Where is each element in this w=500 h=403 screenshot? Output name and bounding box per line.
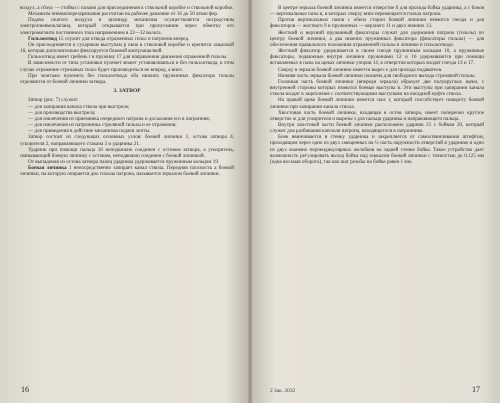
paragraph bbox=[20, 73, 234, 85]
paragraph bbox=[20, 17, 234, 35]
paragraph-text: В центре зеркала боевой личинки имеется отверстие б для прохода бойка ударника, а с боков — вертикальные пазы в, в которых сверху вниз перемещается гильза патрона. bbox=[270, 5, 484, 18]
paragraph-text: Нижняя часть зеркала боевой личинки скошена для свободного выхода стреляной гильзы. bbox=[278, 72, 476, 79]
paragraph-text: — для запирания канала ствола при выстреле; bbox=[28, 103, 130, 110]
paragraph-text: На правой щеке боевой личинки имеется скос г, который способствует повороту боевой личинки при запирании канала ствола. bbox=[270, 97, 484, 110]
paragraph-text: Внутри хвостовой части боевой личинки расположено ударник 21 с бойком 20, который служит для разбивания капсюля патрона, находящегося в патроннике. bbox=[270, 121, 484, 135]
paragraph bbox=[270, 17, 484, 29]
paragraph-text: Он присоединяется к сухарным выступам p окна в стволовой коробке и крепится защелкой 16, которая дополнительно фиксируется боковой контрзащелкой. bbox=[20, 41, 234, 55]
paragraph bbox=[270, 48, 484, 66]
paragraph-text: Жесткий фиксатор удерживается в своем гнезде пружинным кольцом 10, а пружинные фиксаторы, подвижные внутри личинки пружинами 12 и 16 удерживаются при помощи вставляемых в пазы на щеках личинки упоров 14, в отверстия которых входят гнезда 13 и 17. bbox=[270, 48, 484, 67]
paragraph-text: Механизм пневмоперезаряжания рассчитан на рабочее давление от 16 до 50 атмосфер. bbox=[28, 11, 219, 18]
section-heading: 3. ЗАТВОР bbox=[113, 88, 141, 95]
left-page-text bbox=[20, 5, 234, 177]
paragraph-text: — для извлечения из приемника очередного патрона и досылания его в патронник; bbox=[28, 115, 211, 122]
right-page-text bbox=[270, 5, 484, 165]
right-page-number: 17 bbox=[472, 385, 480, 394]
paragraph-text: Боек ввинчивается в стенку ударника и закрепляется от самоотвинчивания штифтом, проходящим через одно из двух смещенных на ¼ часть окружности отверстий в ударнике и одно из двух взаимно перпендикулярных желобков на задней стенке бойка. Такое устройство дает возможность регулировать выход бойка над зеркалом боевой личинки с точностью до 0,125 мм (одна восьмая оборота), так как шаг резьбы на бойке равен 1 мм. bbox=[270, 134, 484, 165]
paragraph bbox=[270, 97, 484, 109]
paragraph-text: Жесткий и верхний пружинный фиксаторы служат для удержания патрона (гильзы) по центру боевой личинки, а два нижних пружинных фиксатора (фиксаторы гильзы) — для обеспечения правильного положения отраженной гильзы в личинке и гильзоотводе. bbox=[270, 29, 484, 48]
left-page bbox=[4, 0, 244, 403]
paragraph-text: Подача сжатого воздуха в цилиндр механизма осуществляется посредством электропневмоклапана, который открывается при пропускании через обмотку его электромагнита постоянного тока напряжением в 22—32 вольта. bbox=[20, 17, 234, 36]
paragraph-text: Затвор состоит из следующих основных узлов: боевой личинки 1, остова затвора 4, ускорителя 2, направляющего стакана 3 и ударника 21. bbox=[20, 134, 234, 147]
paragraph-text: Ударник при помощи пальца 18 неподвижно соединен с остовом затвора, а ускоритель, связывающий боевую личинку с остовом, неподвижно соединен с боевой личинкой. bbox=[20, 146, 234, 159]
paragraph-text: 1 непосредственно запирает канал ствола. Передняя плоскость a боевой личинки, на которую опирается дно гильзы патрона, называется зеркалом боевой личинки. bbox=[20, 165, 234, 178]
paragraph-text: Против вертикальных пазов с обеих сторон боевой личинки имеются гнезда и для фиксаторов — жесткого 9 и пружинных — верхнего 11 и двух нижних 13. bbox=[270, 17, 484, 30]
paragraph bbox=[270, 79, 484, 97]
paragraph-text: От выпадения из остова затвора палец ударника удерживается пружинным кольцом 19. bbox=[28, 159, 220, 165]
paragraph-text: — для извлечения из патронника стреляной гильзы и ее отражения; bbox=[28, 122, 177, 129]
left-page-number: 16 bbox=[21, 385, 29, 394]
paragraph bbox=[20, 42, 234, 54]
paragraph-text: Головная часть боевой личинки (впереди зеркала) образует две полукруглых щеки, с внутренней стороны которых имеются боевые выступы в. Эти выступы при запирании канала ствола входят в зацепление с соответствующими выступами на насадной муфте ствола. bbox=[270, 78, 484, 98]
paragraph bbox=[20, 60, 234, 72]
paragraph bbox=[270, 122, 484, 134]
right-page bbox=[256, 0, 494, 403]
paragraph-text: Гильзоотвод имеет гребень r и пружину 17 для направления движения отраженной гильзы. bbox=[28, 54, 228, 61]
paragraph bbox=[270, 30, 484, 48]
paragraph bbox=[20, 165, 234, 177]
paragraph-text: Затвор (рис. 7) служит: bbox=[28, 97, 79, 104]
term-lead: Гильзоотвод bbox=[28, 35, 58, 42]
paragraph-text: воздух, а сбоку — стойки с пазами для присоединения к ствольной коробке и ствольной коробке. bbox=[20, 5, 234, 11]
paragraph-text: Хвостовая часть боевой личинки, входящая в остов затвора, имеет поперечно круглое отверстие ж для ускорителя и вырезы з для пальца ударника и направляющего пальца. bbox=[270, 109, 484, 122]
paragraph bbox=[270, 110, 484, 122]
paragraph bbox=[270, 5, 484, 17]
printer-footer: 2 Зак. 2032 bbox=[270, 388, 296, 394]
paragraph-text: Сверху в зеркале боевой личинки имеется вырез е для прохода подавателя. bbox=[278, 66, 443, 73]
paragraph bbox=[270, 134, 484, 165]
paragraph bbox=[20, 147, 234, 159]
term-lead: Боевая личинка bbox=[28, 165, 67, 172]
paragraph-text: — для производства выстрела; bbox=[28, 109, 96, 116]
paragraph-text: При монтаже пулемета без гильзоотвода оба нижних пружинных фиксатора гильзы отделяются от боевой личинки затвора. bbox=[20, 72, 234, 85]
paragraph-text: В зависимости от типа установки пулемет может устанавливаться и без гильзоотвода, в этом случае отражение стреляных гильз будет производиться не вперед, а вниз. bbox=[20, 60, 234, 73]
paragraph-text: — для приведения в действие механизма подачи ленты. bbox=[28, 128, 151, 135]
paragraph bbox=[20, 134, 234, 146]
paragraph-text: 15 служит для отвода отраженных гильз и патронов вперед. bbox=[58, 35, 190, 42]
